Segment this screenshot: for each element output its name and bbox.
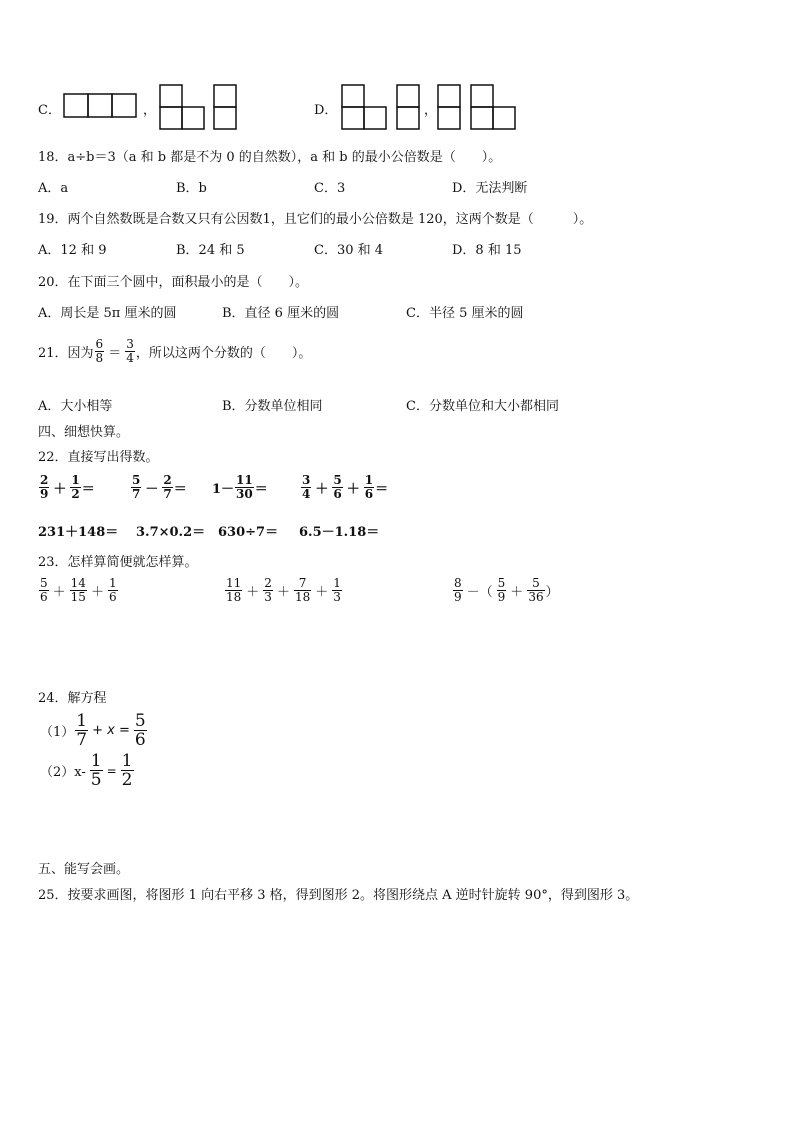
q20-option-b: B．直径 6 厘米的圆	[222, 306, 340, 321]
q18-option-c: C．3	[314, 181, 346, 196]
q18-stem: 18．a÷b＝3（a 和 b 都是不为 0 的自然数），a 和 b 的最小公倍数是（ ）。	[38, 150, 502, 165]
q22-stem: 22．直接写出得数。	[38, 450, 159, 465]
q18-option-a: A．a	[38, 181, 69, 196]
q17-option-c-comma: ，	[143, 103, 157, 118]
section-5-heading: 五、能写会画。	[38, 862, 130, 877]
q20-stem: 20．在下面三个圆中，面积最小的是（ ）。	[38, 275, 309, 290]
q24-equation-2: （2）x- $\frac{1}{5}$ = $\frac{1}{2}$	[40, 751, 133, 790]
q21-option-c: C．分数单位和大小都相同	[406, 399, 559, 414]
q19-stem: 19．两个自然数既是合数又只有公因数1，且它们的最小公倍数是 120，这两个数是（ ）。	[38, 212, 593, 227]
q18-option-b: B．b	[176, 181, 207, 196]
q23-stem: 23．怎样算简便就怎样算。	[38, 555, 198, 570]
q20-option-c: C．半径 5 厘米的圆	[406, 306, 524, 321]
q21-option-b: B．分数单位相同	[222, 399, 323, 414]
q19-option-c: C．30 和 4	[314, 243, 384, 258]
q21-fraction-2: $\frac{3}{4}$	[126, 337, 134, 365]
q21-equals: ＝	[108, 346, 122, 361]
q20-option-a: A．周长是 5π 厘米的圆	[38, 306, 177, 321]
q23-expr-2: $\frac{11}{18}$ ＋ $\frac{2}{3}$ ＋ $\frac{7}{18}$ ＋ $\frac{1}{3}$	[226, 576, 341, 604]
q17-option-d-figure-1	[340, 83, 424, 131]
q17-option-c-figure-2	[157, 83, 237, 131]
q22-expr-1: $\frac{2}{9}$ ＋ $\frac{1}{2}$ ＝	[40, 473, 95, 501]
q17-option-c-label: C．	[38, 103, 61, 118]
q21-suffix: ，所以这两个分数的（ ）。	[135, 346, 312, 361]
q22-row2-expr-2: 3.7×0.2＝	[136, 525, 206, 540]
q19-option-b: B．24 和 5	[176, 243, 245, 258]
q18-option-d: D．无法判断	[452, 181, 528, 196]
q22-expr-4: $\frac{3}{4}$ ＋ $\frac{5}{6}$ ＋ $\frac{1}{6}$ ＝	[302, 473, 389, 501]
q21-option-a: A．大小相等	[38, 399, 113, 414]
q22-row2-expr-4: 6.5－1.18＝	[299, 525, 380, 540]
q24-stem: 24．解方程	[38, 691, 107, 706]
q19-option-a: A．12 和 9	[38, 243, 107, 258]
q23-expr-3: $\frac{8}{9}$ －（ $\frac{5}{9}$ ＋ $\frac{5}{36}$ ）	[454, 576, 559, 604]
q17-option-d-figure-2	[435, 83, 521, 131]
q22-row2-expr-1: 231＋148＝	[38, 525, 119, 540]
q17-option-d-comma: ，	[424, 103, 438, 118]
q23-expr-1: $\frac{5}{6}$ ＋ $\frac{14}{15}$ ＋ $\frac{1}{6}$	[40, 576, 117, 604]
section-4-heading: 四、细想快算。	[38, 425, 130, 440]
q22-expr-2: $\frac{5}{7}$ － $\frac{2}{7}$ ＝	[132, 473, 187, 501]
q21-stem	[38, 338, 311, 365]
q21-fraction-1: $\frac{6}{8}$	[95, 337, 104, 365]
q22-row2-expr-3: 630÷7＝	[218, 525, 279, 540]
q24-equation-1: （1） $\frac{1}{7}$ + x = $\frac{5}{6}$	[40, 711, 146, 750]
q19-option-d: D．8 和 15	[452, 243, 522, 258]
q22-expr-3: 1－ $\frac{11}{30}$ ＝	[212, 473, 268, 501]
q17-option-d-label: D．	[314, 103, 338, 118]
q25-stem: 25．按要求画图，将图形 1 向右平移 3 格，得到图形 2。将图形绕点 A 逆时针旋转 90°，得到图形 3。	[38, 888, 639, 903]
q21-prefix: 21．因为	[38, 346, 94, 361]
q17-option-c-figure-1	[63, 93, 139, 118]
